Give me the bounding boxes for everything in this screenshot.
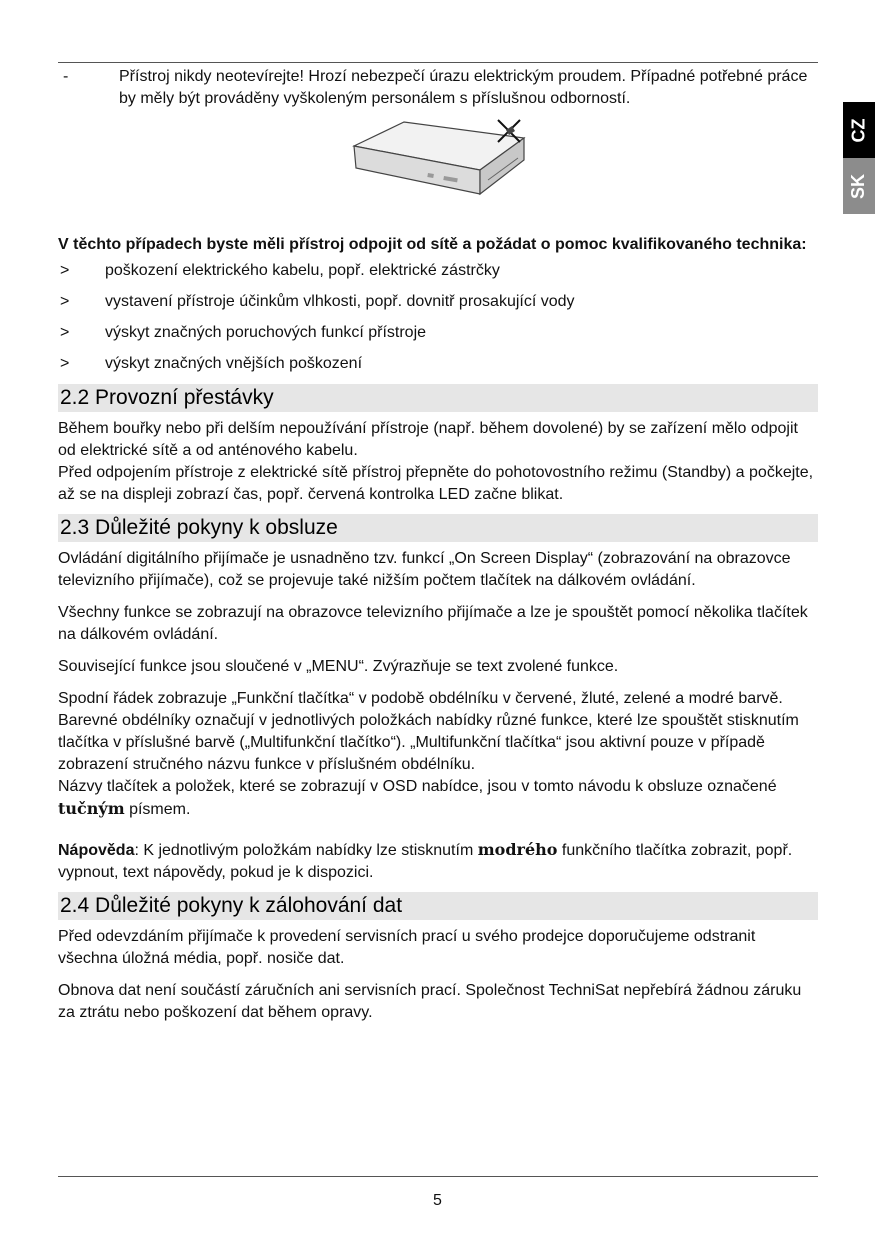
list-item: > poškození elektrického kabelu, popř. elektrické zástrčky (60, 262, 500, 279)
paragraph: Během bouřky nebo při delším nepoužívání přístroje (např. během dovolené) by se zařízení mělo odpojit od elektrické sítě a od anténového kabelu. (58, 420, 798, 459)
paragraph: Názvy tlačítek a položek, které se zobrazují v OSD nabídce, jsou v tomto návodu k obsluze označené tučným písmem. (58, 778, 777, 818)
language-tab-sk[interactable]: SK (843, 158, 875, 214)
paragraph: Všechny funkce se zobrazují na obrazovce televizního přijímače a lze je spouštět pomocí několika tlačítek na dálkovém ovládání. (58, 604, 808, 643)
page-content (58, 66, 818, 1024)
section-heading-2-3: 2.3 Důležité pokyny k obsluze (58, 514, 818, 542)
warning-item (58, 66, 818, 110)
disconnect-lead: V těchto případech byste měli přístroj odpojit od sítě a požádat o pomoc kvalifikovaného technika: (58, 236, 807, 253)
section-heading-2-4: 2.4 Důležité pokyny k zálohování dat (58, 892, 818, 920)
help-paragraph: Nápověda: K jednotlivým položkám nabídky lze stisknutím modrého funkčního tlačítka zobrazit, popř. vypnout, text nápovědy, pokud je k dispozici. (58, 840, 793, 881)
help-label: Nápověda (58, 842, 135, 859)
paragraph: Před odpojením přístroje z elektrické sítě přístroj přepněte do pohotovostního režimu (Standby) a počkejte, až se na displeji zobrazí čas, popř. červená kontrolka LED začne blikat. (58, 464, 814, 503)
device-illustration (58, 116, 818, 220)
bold-term: tučným (58, 799, 125, 818)
top-rule (58, 62, 818, 63)
warning-text: Přístroj nikdy neotevírejte! Hrozí nebezpečí úrazu elektrickým proudem. Případné potřebné práce by měly být prováděny vyškoleným personálem s příslušnou odborností. (119, 68, 808, 107)
bottom-rule (58, 1176, 818, 1177)
dash-marker: - (63, 68, 69, 85)
paragraph: Před odevzdáním přijímače k provedení servisních prací u svého prodejce doporučujeme odstranit všechna úložná média, popř. nosiče dat. (58, 928, 756, 967)
list-item: > výskyt značných vnějších poškození (60, 355, 363, 372)
paragraph: Související funkce jsou sloučené v „MENU“. Zvýrazňuje se text zvolené funkce. (58, 658, 619, 675)
list-item: > výskyt značných poruchových funkcí přístroje (60, 324, 427, 341)
language-tab-cz[interactable]: CZ (843, 102, 875, 158)
paragraph: Ovládání digitálního přijímače je usnadněno tzv. funkcí „On Screen Display“ (zobrazování na obrazovce televizního přijímače), což se projevuje také nižším počtem tlačítek na dálkovém ovládání. (58, 550, 791, 589)
device-open-prohibited-icon (348, 116, 588, 216)
section-heading-2-2: 2.2 Provozní přestávky (58, 384, 818, 412)
paragraph: Spodní řádek zobrazuje „Funkční tlačítka“ v podobě obdélníku v červené, žluté, zelené a modré barvě. Barevné obdélníky označují v jednotlivých položkách nabídky různé funkce, které lze spouštět stisknutím tlačítka v příslušné barvě („Multifunkční tlačítko“). „Multifunkční tlačítka“ jsou aktivní pouze v případě zobrazení stručného názvu funkce v příslušném obdélníku. (58, 690, 799, 773)
disconnect-list (58, 260, 818, 375)
bold-term: modrého (477, 840, 558, 859)
list-item: > vystavení přístroje účinkům vlhkosti, popř. dovnitř prosakující vody (60, 293, 575, 310)
page-number: 5 (433, 1192, 442, 1209)
paragraph: Obnova dat není součástí záručních ani servisních prací. Společnost TechniSat nepřebírá žádnou záruku za ztrátu nebo poškození dat během opravy. (58, 982, 802, 1021)
